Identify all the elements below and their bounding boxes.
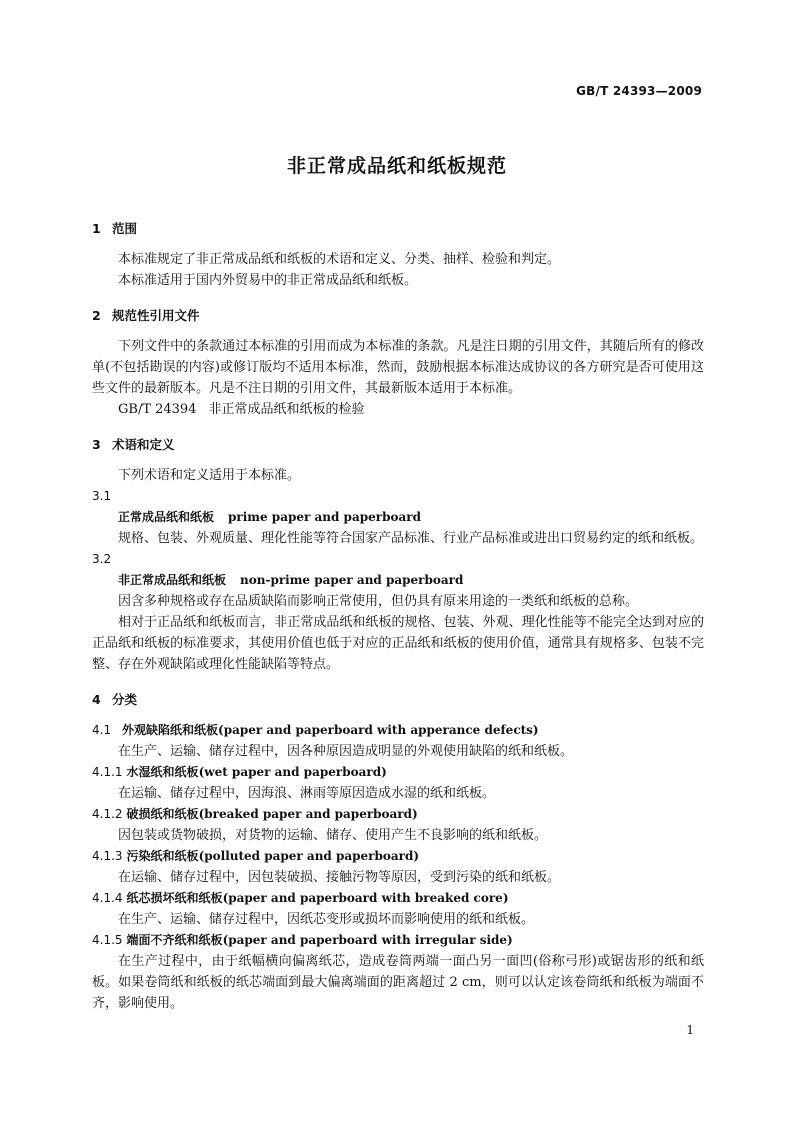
paragraph: 本标准适用于国内外贸易中的非正常成品纸和纸板。 [118, 273, 418, 288]
reference-title: 非正常成品纸和纸板的检验 [208, 402, 365, 417]
term-number: 3.1 [92, 489, 112, 503]
section-heading-2: 2 规范性引用文件 [92, 308, 200, 323]
section-heading-1: 1 范围 [92, 221, 138, 236]
normative-reference [92, 399, 704, 420]
paragraph: 本标准规定了非正常成品纸和纸板的术语和定义、分类、抽样、检验和判定。 [118, 252, 561, 267]
section-heading-3: 3 术语和定义 [92, 437, 175, 452]
subclause-heading: 4.1.1 水湿纸和纸板(wet paper and paperboard) [92, 765, 387, 779]
term-entry: 非正常成品纸和纸板 non-prime paper and paperboard [118, 573, 464, 587]
paragraph: 在生产过程中，由于纸幅横向偏离纸芯，造成卷筒两端一面凸另一面凹(俗称弓形)或锯齿形的纸和纸板。如果卷筒纸和纸板的纸芯端面到最大偏离端面的距离超过 2 cm，则可以认定该卷筒纸和纸板为端面不齐，影响使用。 [92, 954, 704, 1011]
subclause-heading: 4.1.3 污染纸和纸板(polluted paper and paperboard) [92, 849, 420, 863]
paragraph: 规格、包装、外观质量、理化性能等符合国家产品标准、行业产品标准或进出口贸易约定的纸和纸板。 [118, 531, 704, 546]
document-body [92, 218, 704, 1014]
subclause-heading: 4.1.5 端面不齐纸和纸板(paper and paperboard with irregular side) [92, 933, 513, 947]
subclause-heading: 4.1.4 纸芯损坏纸和纸板(paper and paperboard with breaked core) [92, 891, 509, 905]
paragraph: 下列文件中的条款通过本标准的引用而成为本标准的条款。凡是注日期的引用文件，其随后所有的修改单(不包括勘误的内容)或修订版均不适用本标准，然而，鼓励根据本标准达成协议的各方研究是否可使用这些文件的最新版本。凡是不注日期的引用文件，其最新版本适用于本标准。 [92, 339, 704, 396]
page-number: 1 [686, 1023, 694, 1037]
paragraph: 因含多种规格或存在品质缺陷而影响正常使用，但仍具有原来用途的一类纸和纸板的总称。 [118, 594, 639, 609]
subclause-heading: 4.1 外观缺陷纸和纸板(paper and paperboard with apperance defects) [92, 723, 539, 737]
paragraph: 在生产、运输、储存过程中，因纸芯变形或损坏而影响使用的纸和纸板。 [118, 912, 535, 927]
paragraph: 下列术语和定义适用于本标准。 [118, 468, 301, 483]
paragraph: 相对于正品纸和纸板而言，非正常成品纸和纸板的规格、包装、外观、理化性能等不能完全达到对应的正品纸和纸板的标准要求，其使用价值也低于对应的正品纸和纸板的使用价值，通常具有规格多、包装不完整、存在外观缺陷或理化性能缺陷等特点。 [92, 615, 704, 672]
term-number: 3.2 [92, 552, 112, 566]
paragraph: 在运输、储存过程中，因海浪、淋雨等原因造成水湿的纸和纸板。 [118, 786, 496, 801]
section-heading-4: 4 分类 [92, 692, 138, 707]
paragraph: 在生产、运输、储存过程中，因各种原因造成明显的外观使用缺陷的纸和纸板。 [118, 744, 574, 759]
paragraph: 在运输、储存过程中，因包装破损、接触污物等原因，受到污染的纸和纸板。 [118, 870, 561, 885]
subclause-heading: 4.1.2 破损纸和纸板(breaked paper and paperboard) [92, 807, 418, 821]
term-entry: 正常成品纸和纸板 prime paper and paperboard [118, 510, 421, 524]
paragraph: 因包装或货物破损，对货物的运输、储存、使用产生不良影响的纸和纸板。 [118, 828, 548, 843]
reference-code: GB/T 24394 [118, 402, 197, 417]
document-title: 非正常成品纸和纸板规范 [286, 155, 507, 177]
standard-code: GB/T 24393—2009 [576, 84, 702, 98]
